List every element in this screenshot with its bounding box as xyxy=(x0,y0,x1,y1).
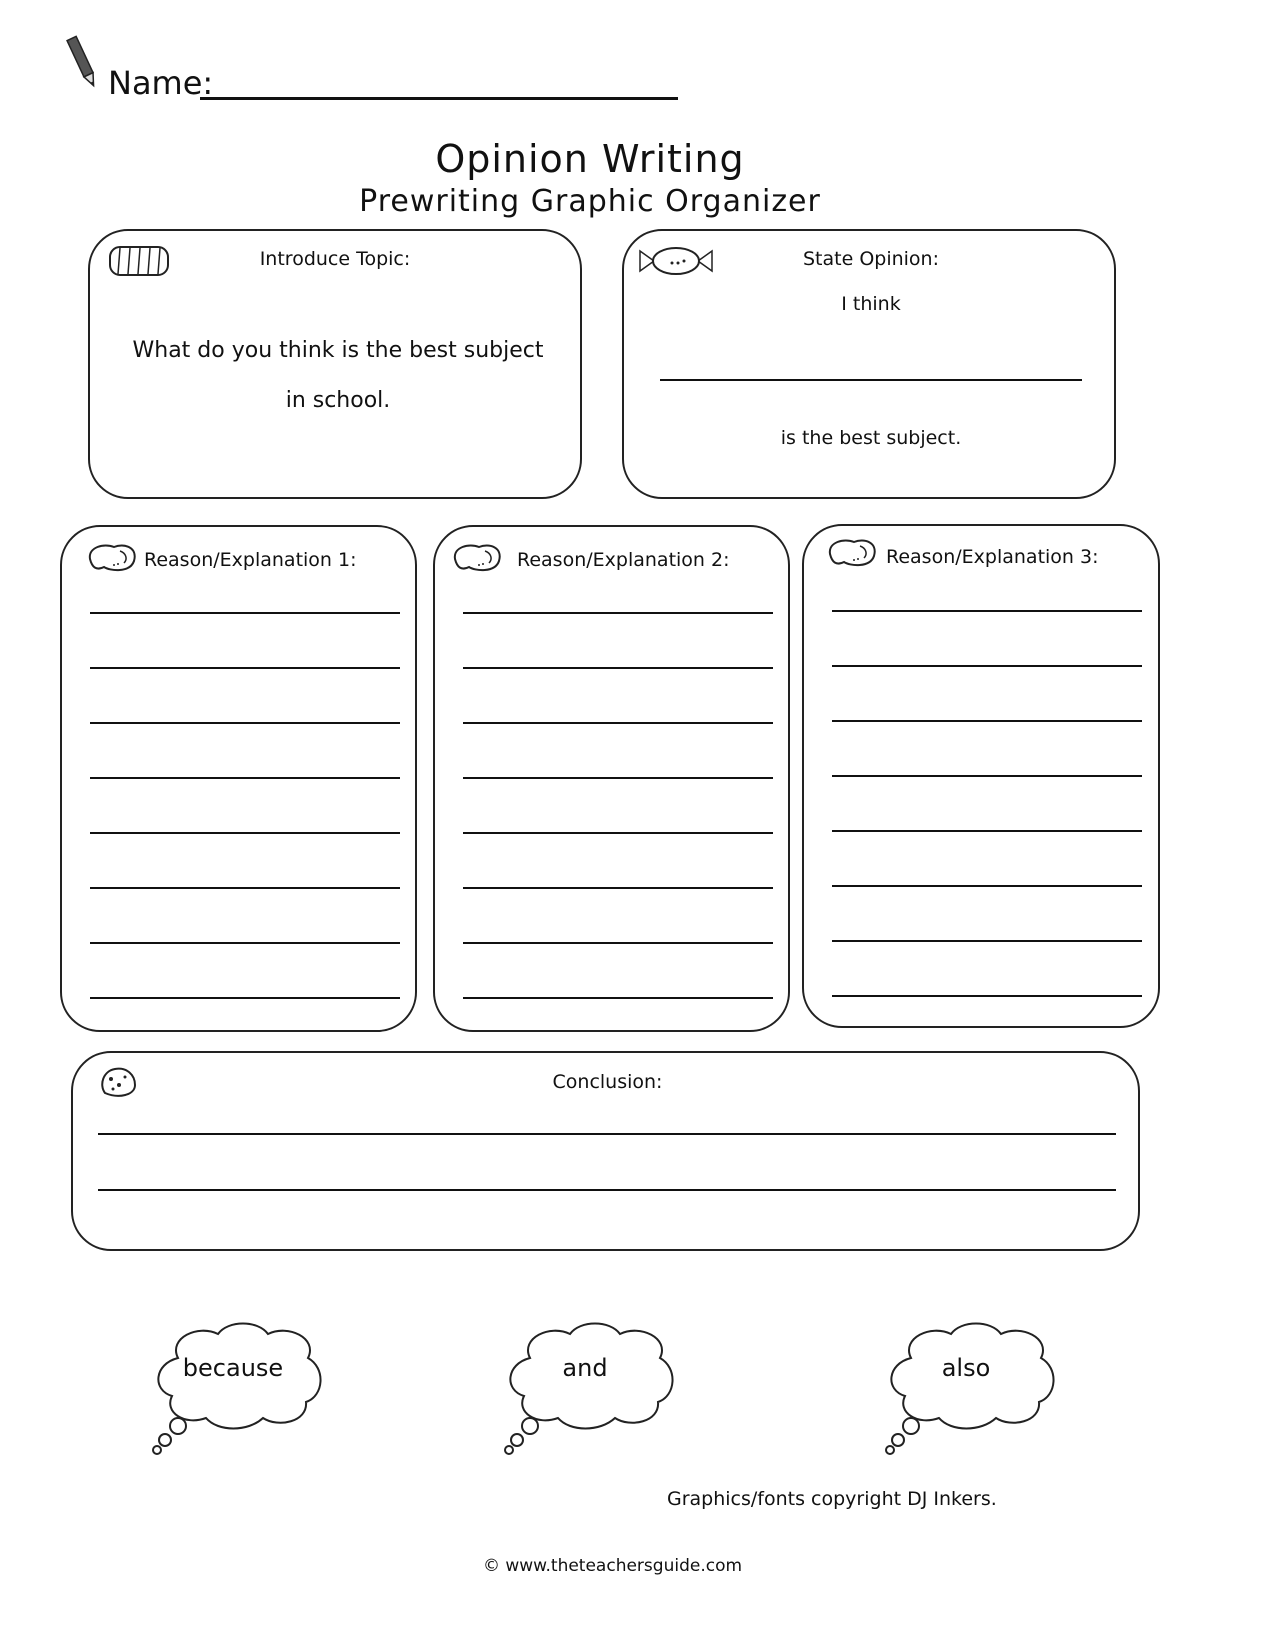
reason2-line[interactable] xyxy=(463,612,773,614)
opinion-lead: I think xyxy=(841,293,901,315)
reason3-line[interactable] xyxy=(832,775,1142,777)
name-label: Name: xyxy=(108,64,214,102)
state-opinion-box xyxy=(622,229,1116,499)
reason3-line[interactable] xyxy=(832,940,1142,942)
reason1-line[interactable] xyxy=(90,997,400,999)
introduce-topic-heading: Introduce Topic: xyxy=(259,248,411,270)
reason3-line[interactable] xyxy=(832,720,1142,722)
reason-box-1 xyxy=(60,525,417,1032)
reason3-line[interactable] xyxy=(832,665,1142,667)
thought-cloud-also xyxy=(881,1318,1059,1458)
thought-cloud-and xyxy=(500,1318,678,1458)
reason1-line[interactable] xyxy=(90,667,400,669)
cloud-word-because: because xyxy=(182,1354,284,1382)
conclusion-heading: Conclusion: xyxy=(552,1071,663,1093)
reason3-line[interactable] xyxy=(832,995,1142,997)
reason2-line[interactable] xyxy=(463,722,773,724)
reason2-line[interactable] xyxy=(463,777,773,779)
state-opinion-heading: State Opinion: xyxy=(802,248,939,270)
reason1-line[interactable] xyxy=(90,942,400,944)
introduce-topic-box xyxy=(88,229,582,499)
opinion-input-line[interactable] xyxy=(660,379,1082,381)
cloud-word-and: and xyxy=(562,1354,608,1382)
opinion-tail: is the best subject. xyxy=(780,427,962,449)
reason3-line[interactable] xyxy=(832,610,1142,612)
reason1-line[interactable] xyxy=(90,832,400,834)
reason2-line[interactable] xyxy=(463,887,773,889)
pencil-icon xyxy=(66,32,100,94)
reason2-line[interactable] xyxy=(463,997,773,999)
conclusion-box xyxy=(71,1051,1140,1251)
reason-box-2 xyxy=(433,525,790,1032)
copyright-note: Graphics/fonts copyright DJ Inkers. xyxy=(667,1488,997,1510)
topic-prompt-line1: What do you think is the best subject xyxy=(132,338,544,363)
reason3-line[interactable] xyxy=(832,830,1142,832)
reason-box-3 xyxy=(802,524,1160,1028)
reason1-line[interactable] xyxy=(90,777,400,779)
reason2-line[interactable] xyxy=(463,667,773,669)
reason1-line[interactable] xyxy=(90,722,400,724)
conclusion-line[interactable] xyxy=(98,1133,1116,1135)
page-subtitle: Prewriting Graphic Organizer xyxy=(359,184,821,219)
topic-prompt-line2: in school. xyxy=(285,388,391,413)
reason2-line[interactable] xyxy=(463,942,773,944)
reason3-line[interactable] xyxy=(832,885,1142,887)
reason-heading-3: Reason/Explanation 3: xyxy=(886,546,1099,568)
conclusion-line[interactable] xyxy=(98,1189,1116,1191)
reason1-line[interactable] xyxy=(90,887,400,889)
name-input-line[interactable] xyxy=(200,97,678,100)
jellybean-icon xyxy=(84,541,140,575)
reason-heading-1: Reason/Explanation 1: xyxy=(144,549,357,571)
reason-heading-2: Reason/Explanation 2: xyxy=(517,549,730,571)
jellybean-icon xyxy=(824,536,880,570)
reason2-line[interactable] xyxy=(463,832,773,834)
jellybean-icon xyxy=(449,541,505,575)
reason1-line[interactable] xyxy=(90,612,400,614)
website-credit: © www.theteachersguide.com xyxy=(482,1556,743,1576)
page-title: Opinion Writing xyxy=(435,137,745,181)
thought-cloud-because xyxy=(148,1318,326,1458)
cloud-word-also: also xyxy=(941,1354,991,1382)
